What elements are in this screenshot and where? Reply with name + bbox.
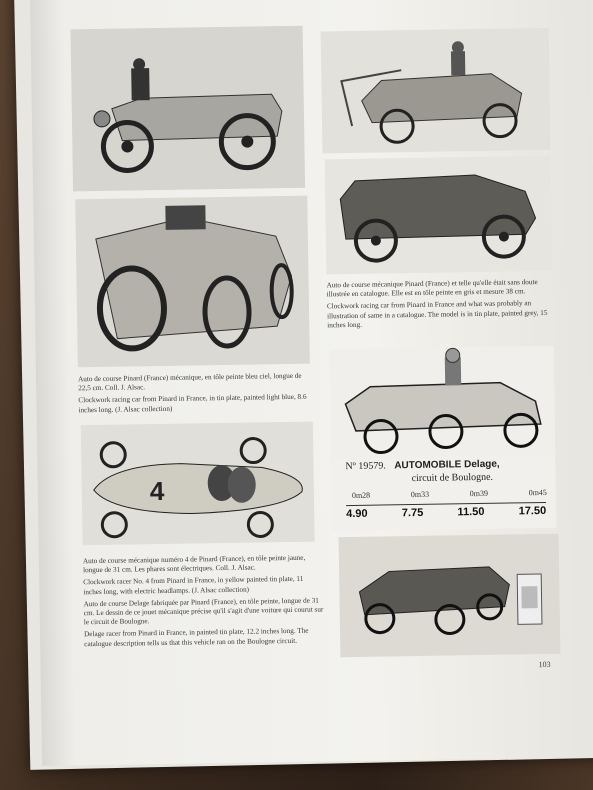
caption-grey-car-fr: Auto de course mécanique Pinard (France) et telle qu'elle était sans doute illustrée en catalogue. Elle est en tôle peinte en gris et mesure 38 cm. [326, 278, 538, 299]
catalogue-number [345, 459, 499, 472]
caption-grey-car-en: Clockwork racing car from Pinard in France and what was probably an illustration of same in a catalogue. The model is in tin plate, painted grey, 15 inches long. [326, 299, 548, 330]
catalogue-delage [330, 346, 557, 531]
svg-text:4: 4 [149, 475, 165, 507]
size-4: 0m45 [528, 487, 547, 498]
photo-racer-no4 [81, 422, 315, 546]
size-2: 0m33 [410, 489, 430, 500]
caption-grey-car [327, 278, 550, 333]
car-illustration [71, 26, 306, 192]
size-3: 0m39 [469, 488, 489, 499]
catalogue-subtitle: circuit de Boulogne. [411, 471, 494, 485]
book-page [30, 0, 593, 766]
price-3: 11.50 [457, 505, 485, 519]
caption-racer4-en: Clockwork racer No. 4 from Pinard in France, in yellow painted tin plate, 11 inches long, with electric headlamps. (J. Alsac collection) [83, 575, 304, 596]
car-illustration [339, 534, 561, 657]
catalogue-number-label: Nº 19579. [345, 460, 386, 473]
price-1: 4.90 [346, 507, 368, 521]
car-illustration [81, 422, 315, 546]
caption-blue-car-en: Clockwork racing car from Pinard in France, in tin plate, painted light blue, 8.6 inches long. (J. Alsac collection) [78, 393, 307, 414]
price-2: 7.75 [401, 506, 424, 520]
car-illustration [325, 156, 553, 275]
size-1: 0m28 [351, 490, 371, 501]
caption-racer-delage [83, 553, 324, 652]
photo-pinard-grey-car [325, 156, 553, 275]
caption-delage-fr: Auto de course Delage fabriquée par Pinard (France), en tôle peinte, longue de 31 cm. Le dessin de ce jouet mécanique précise qu'il s'agit d'une voiture qui courut sur le circuit de Boulogne. [83, 596, 324, 627]
price-4: 17.50 [518, 504, 547, 518]
caption-delage-en: Delage racer from Pinard in France, in painted tin plate, 12.2 inches long. The catalogue description tells us that this vehicle ran on the Boulogne circuit. [84, 627, 309, 648]
page-number: 103 [538, 659, 551, 670]
photo-pinard-top-left [71, 26, 306, 192]
catalogue-prices [346, 502, 546, 520]
catalogue-sizes [352, 488, 547, 500]
catalogue-title: AUTOMOBILE Delage, [394, 458, 500, 472]
car-illustration [321, 28, 551, 154]
caption-racer4-fr: Auto de course mécanique numéro 4 de Pinard (France), en tôle peinte jaune, longue de 31 cm. Les phares sont électriques. Coll. J. Alsac. [82, 553, 306, 575]
delage-illustration [330, 346, 556, 460]
photo-racing-car-top-right [321, 28, 551, 154]
photo-delage-toy [339, 534, 561, 657]
car-illustration [75, 196, 310, 368]
caption-blue-car [78, 372, 311, 418]
photo-pinard-blue-car [75, 196, 310, 368]
caption-blue-car-fr: Auto de course Pinard (France) mécanique, en tôle peinte bleu ciel, longue de 22,5 cm. Coll. J. Alsac. [77, 371, 302, 393]
